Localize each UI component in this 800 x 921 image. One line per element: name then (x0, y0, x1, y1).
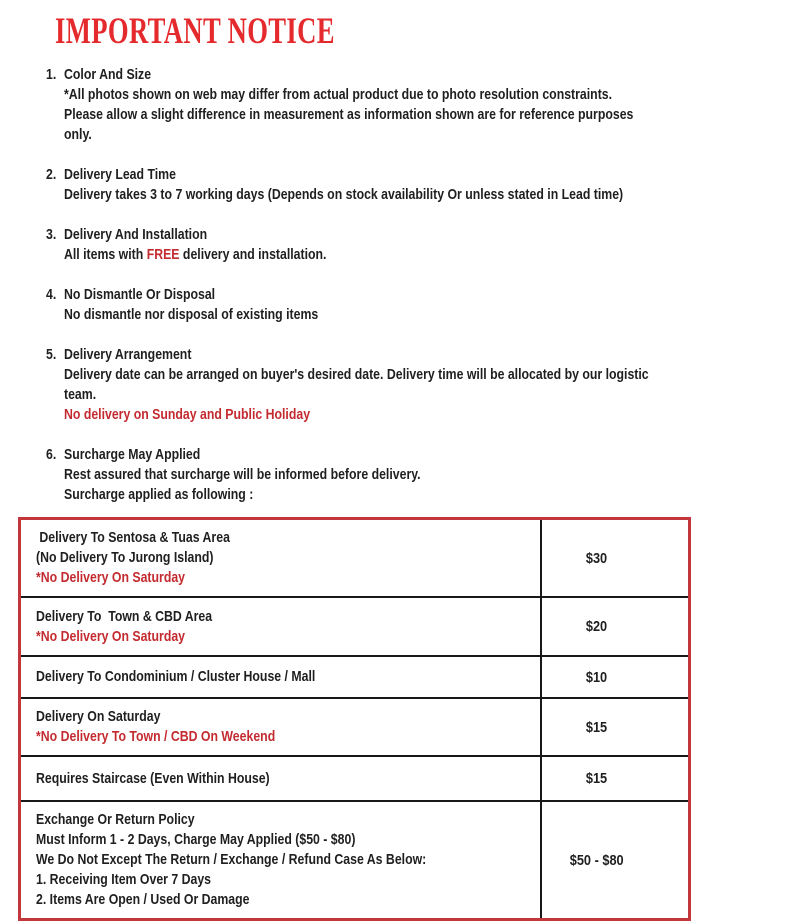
text-segment: No delivery on Sunday and Public Holiday (64, 406, 311, 423)
notice-number: 5. (46, 346, 57, 363)
price-value: $10 (586, 668, 608, 686)
notice-number: 6. (46, 446, 57, 463)
notice-line (64, 245, 668, 265)
notice-line (64, 105, 668, 125)
text-segment: Requires Staircase (Even Within House) (36, 769, 270, 787)
text-segment: Delivery To Sentosa & Tuas Area (36, 529, 230, 546)
notice-heading-line (46, 65, 664, 85)
notice-heading: Delivery And Installation (64, 226, 208, 243)
notice-line (64, 485, 668, 505)
table-row (21, 655, 688, 697)
row-price (542, 598, 688, 655)
text-segment: FREE (146, 246, 180, 263)
notice-item (46, 165, 800, 205)
row-description (21, 802, 542, 918)
text-segment: We Do Not Except The Return / Exchange / Refund Case As Below: (36, 851, 427, 868)
text-segment: *All photos shown on web may differ from actual product due to photo resolution constraints. (64, 86, 613, 103)
notice-heading: Delivery Lead Time (64, 166, 176, 183)
description-line (36, 627, 449, 647)
notice-heading-line (46, 445, 664, 465)
description-line (36, 850, 449, 870)
text-segment: 1. Receiving Item Over 7 Days (36, 871, 212, 888)
price-value: $15 (586, 770, 608, 787)
row-description (21, 520, 542, 596)
notice-heading-line (46, 285, 664, 305)
notice-item (46, 345, 800, 425)
description-line (36, 727, 449, 747)
notice-heading: Color And Size (64, 66, 152, 83)
notice-heading-line (46, 225, 664, 245)
notice-line (64, 365, 668, 385)
notice-line (64, 305, 668, 325)
row-price (542, 657, 688, 697)
notice-list (0, 65, 800, 505)
row-description (21, 699, 542, 755)
description-line (36, 810, 449, 830)
row-price (542, 802, 688, 918)
notice-heading: Delivery Arrangement (64, 346, 192, 363)
row-description (21, 757, 542, 800)
description-line (36, 528, 449, 548)
table-row (21, 800, 688, 918)
row-description (21, 657, 542, 697)
text-segment: Please allow a slight difference in measurement as information shown are for reference purposes (64, 106, 634, 123)
text-segment: team. (64, 386, 97, 403)
price-value: $50 - $80 (570, 851, 624, 869)
table-row (21, 755, 688, 800)
surcharge-table (18, 517, 691, 921)
notice-item (46, 225, 800, 265)
description-line (36, 830, 449, 850)
description-line (36, 667, 449, 687)
notice-number: 4. (46, 286, 57, 303)
row-price (542, 699, 688, 755)
text-segment: (No Delivery To Jurong Island) (36, 549, 214, 566)
notice-item (46, 285, 800, 325)
text-segment: *No Delivery To Town / CBD On Weekend (36, 728, 276, 745)
text-segment: *No Delivery On Saturday (36, 627, 186, 645)
notice-line (64, 125, 668, 145)
text-segment: Delivery takes 3 to 7 working days (Depends on stock availability Or unless stated in Lead time) (64, 186, 624, 203)
text-segment: No dismantle nor disposal of existing items (64, 306, 319, 323)
notice-line (64, 185, 668, 205)
description-line (36, 607, 449, 627)
notice-heading: Surcharge May Applied (64, 446, 201, 463)
text-segment: Delivery To Town & CBD Area (36, 607, 213, 625)
price-value: $15 (586, 718, 608, 736)
description-line (36, 548, 449, 568)
notice-number: 2. (46, 166, 57, 183)
text-segment: Rest assured that surcharge will be informed before delivery. (64, 466, 421, 483)
text-segment: delivery and installation. (179, 246, 327, 263)
description-line (36, 870, 449, 890)
notice-line (64, 385, 668, 405)
notice-heading-line (46, 165, 664, 185)
text-segment: Delivery date can be arranged on buyer's desired date. Delivery time will be allocated by our logistic (64, 366, 649, 383)
text-segment: Delivery To Condominium / Cluster House / Mall (36, 668, 316, 685)
notice-heading: No Dismantle Or Disposal (64, 286, 216, 303)
description-line (36, 769, 449, 789)
text-segment: Delivery On Saturday (36, 708, 161, 725)
text-segment: Must Inform 1 - 2 Days, Charge May Applied ($50 - $80) (36, 831, 356, 848)
description-line (36, 568, 449, 588)
notice-line (64, 85, 668, 105)
text-segment: Surcharge applied as following : (64, 486, 254, 503)
notice-heading-line (46, 345, 664, 365)
description-line (36, 707, 449, 727)
notice-item (46, 445, 800, 505)
price-value: $20 (586, 618, 608, 635)
notice-number: 1. (46, 66, 57, 83)
row-description (21, 598, 542, 655)
row-price (542, 757, 688, 800)
text-segment: 2. Items Are Open / Used Or Damage (36, 891, 250, 908)
notice-line (64, 465, 668, 485)
notice-line (64, 405, 668, 425)
description-line (36, 890, 449, 910)
text-segment: only. (64, 126, 92, 143)
table-row (21, 596, 688, 655)
price-value: $30 (586, 549, 608, 567)
text-segment: *No Delivery On Saturday (36, 569, 186, 586)
text-segment: All items with (64, 246, 147, 263)
notice-item (46, 65, 800, 145)
table-row (21, 520, 688, 596)
notice-number: 3. (46, 226, 57, 243)
table-row (21, 697, 688, 755)
row-price (542, 520, 688, 596)
text-segment: Exchange Or Return Policy (36, 811, 195, 828)
page-title: IMPORTANT NOTICE (55, 11, 335, 52)
